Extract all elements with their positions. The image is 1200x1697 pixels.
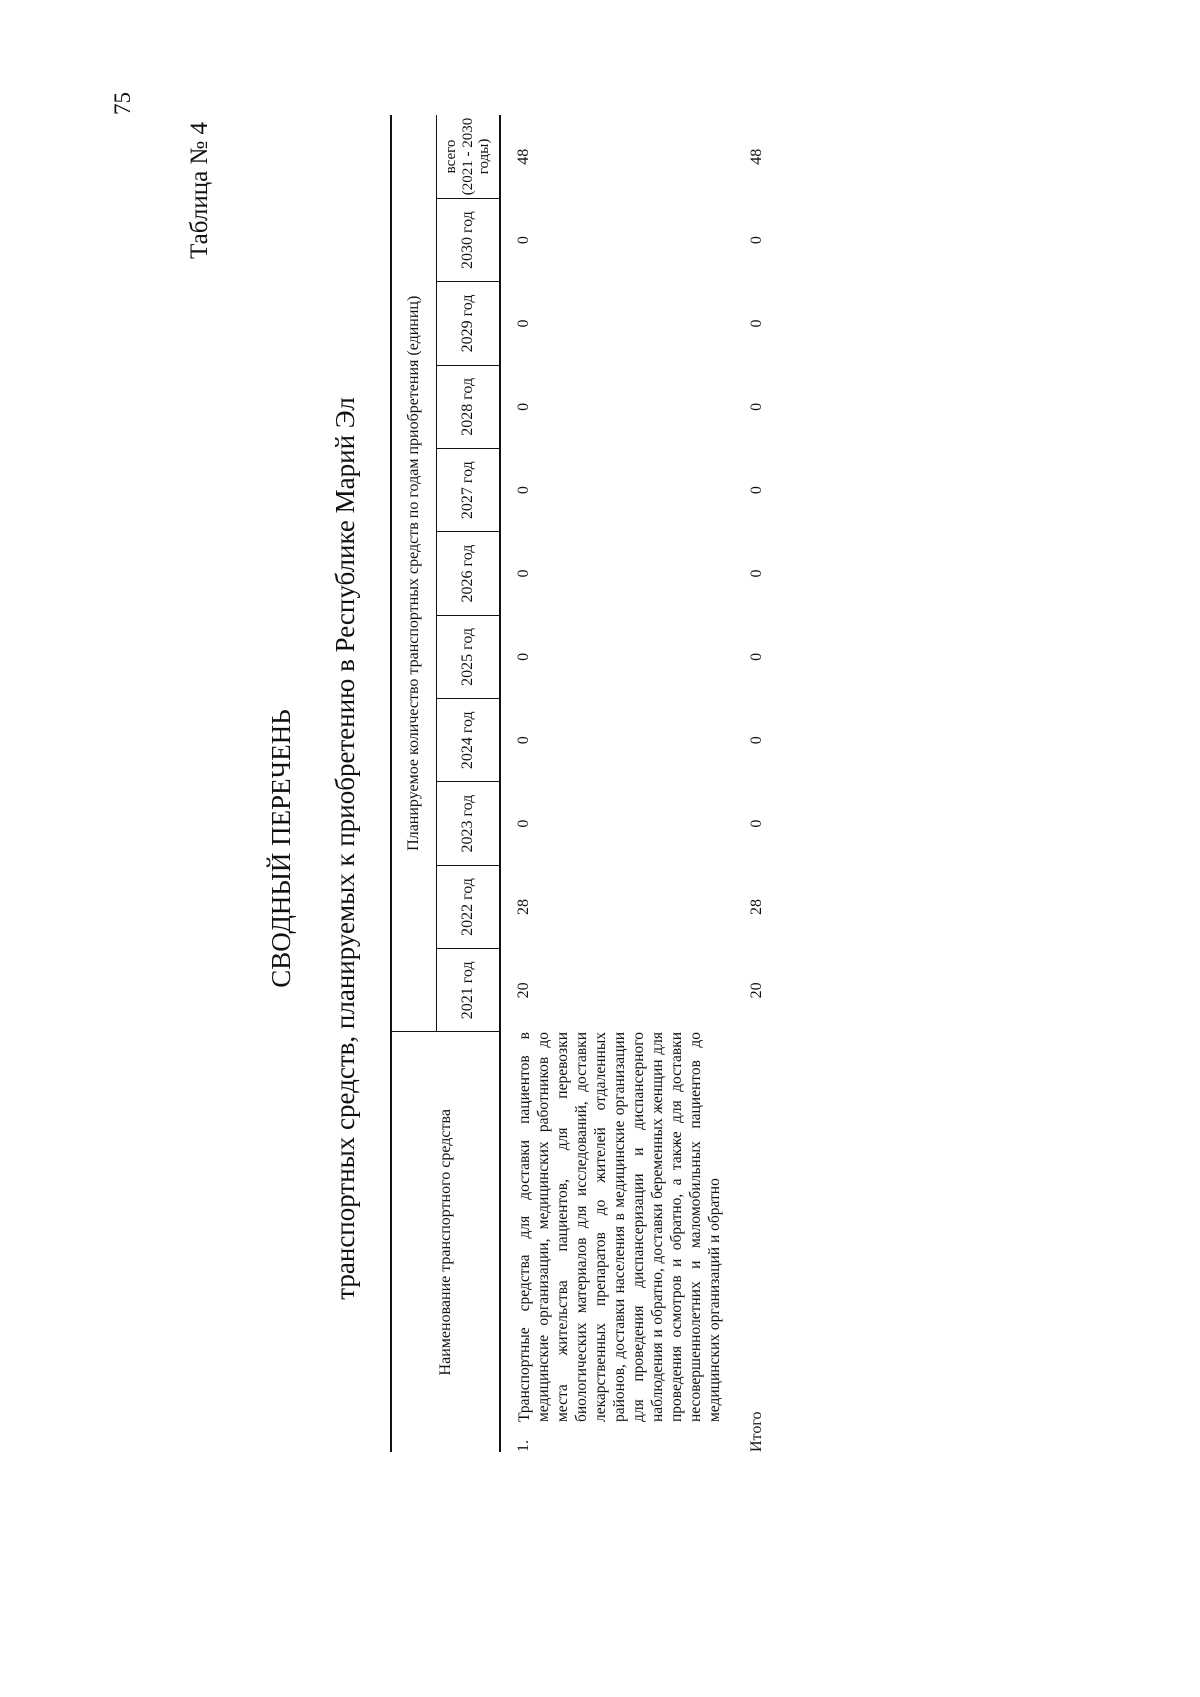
year-header: 2023 год <box>437 782 501 865</box>
value-cell: 0 <box>515 736 532 745</box>
total-value-cell: 28 <box>748 898 765 915</box>
total-value-cell: 0 <box>748 236 765 245</box>
page-number: 75 <box>110 92 135 115</box>
document-subtitle: транспортных средств, планируемых к приобретению в Республике Марий Эл <box>330 397 360 1300</box>
value-cell-total: 48 <box>515 148 532 165</box>
row-number: 1. <box>515 1440 532 1452</box>
table-number-label: Таблица № 4 <box>186 121 213 259</box>
year-header: 2024 год <box>437 699 501 782</box>
total-value-cell: 0 <box>748 569 765 578</box>
total-value-cell: 0 <box>748 819 765 828</box>
total-years-header <box>437 115 501 198</box>
year-header: 2021 год <box>437 949 501 1032</box>
total-value-cell-grand: 48 <box>748 148 765 165</box>
total-value-cell: 0 <box>748 402 765 411</box>
year-header: 2025 год <box>437 615 501 698</box>
year-header: 2026 год <box>437 532 501 615</box>
total-value-cell: 20 <box>748 982 765 999</box>
total-value-cell: 0 <box>748 486 765 495</box>
planned-quantity-group-header: Планируемое количество транспортных средств по годам приобретения (единиц) <box>391 115 437 1032</box>
total-header-line: всего <box>443 139 460 174</box>
total-value-cell: 0 <box>748 652 765 661</box>
value-cell: 20 <box>515 982 532 999</box>
year-header: 2022 год <box>437 865 501 948</box>
year-header: 2027 год <box>437 448 501 531</box>
document-title: СВОДНЫЙ ПЕРЕЧЕНЬ <box>266 709 296 988</box>
vehicle-name-text: Транспортные средства для доставки пациентов в медицинские организации, медицинских работников до места жительства пациентов, для перевозки биологических материалов для исследований, доставки лекарственных препаратов до жителей отдаленных районов, доставки населения в медицинские организации для проведения диспансеризации и диспансерного наблюдения и обратно, доставки беременных женщин для проведения осмотров и обратно, а также для доставки несовершеннолетних и маломобильных пациентов до медицинских организаций и обратно <box>516 1032 723 1422</box>
total-value-cell: 0 <box>748 319 765 328</box>
total-row <box>724 115 766 1452</box>
total-value-cell: 0 <box>748 736 765 745</box>
total-header-line: годы) <box>476 138 493 175</box>
total-label: Итого <box>748 1411 765 1452</box>
year-header: 2028 год <box>437 365 501 448</box>
value-cell: 0 <box>515 402 532 411</box>
value-cell: 0 <box>515 569 532 578</box>
year-header: 2030 год <box>437 198 501 281</box>
value-cell: 0 <box>515 319 532 328</box>
value-cell: 0 <box>515 236 532 245</box>
table-row <box>500 115 724 1452</box>
total-header-line: (2021 - 2030 <box>459 117 476 196</box>
value-cell: 0 <box>515 652 532 661</box>
value-cell: 0 <box>515 819 532 828</box>
year-header: 2029 год <box>437 282 501 365</box>
value-cell: 0 <box>515 486 532 495</box>
vehicles-plan-table <box>390 115 766 1452</box>
value-cell: 28 <box>515 898 532 915</box>
name-column-header: Наименование транспортного средства <box>391 1032 500 1452</box>
vehicle-name-cell <box>500 1032 724 1452</box>
